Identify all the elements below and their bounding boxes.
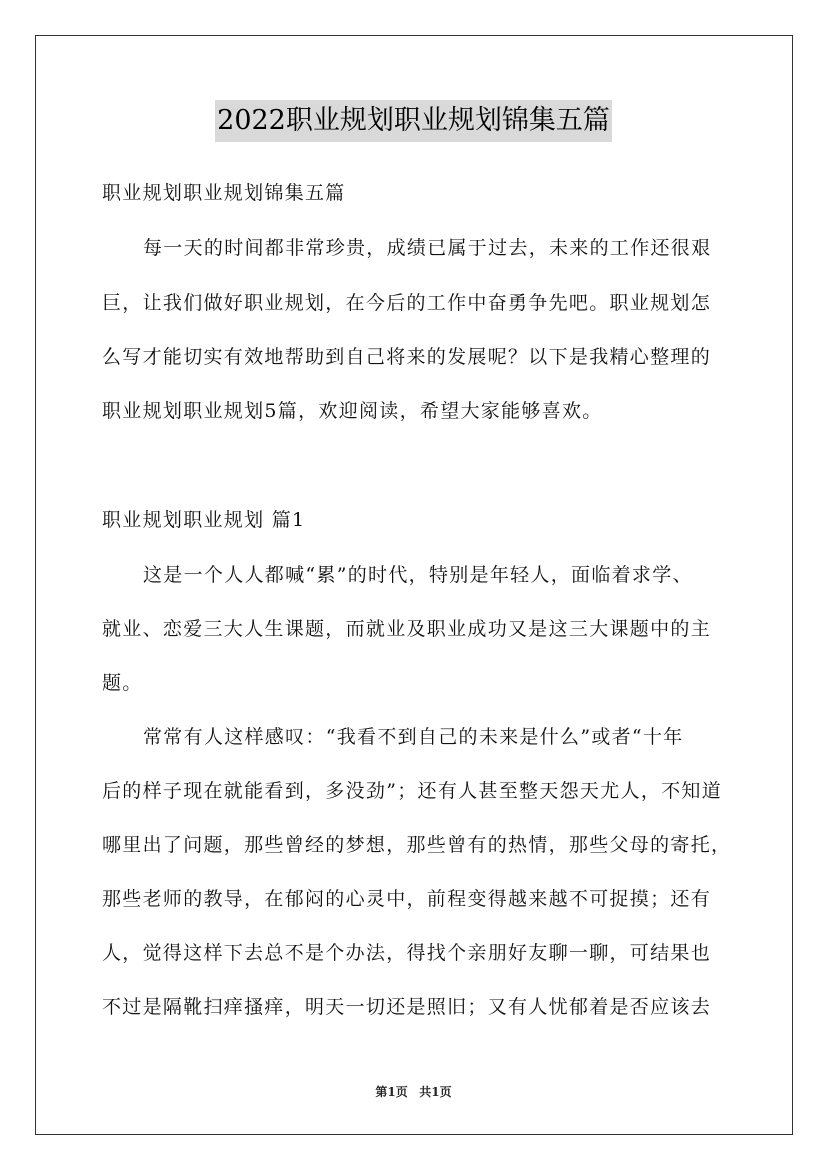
para1-line-2: 就业、恋爱三大人生课题，而就业及职业成功又是这三大课题中的主	[102, 618, 712, 640]
document-subtitle: 职业规划职业规划锦集五篇	[102, 182, 346, 204]
intro-line-4: 职业规划职业规划5篇，欢迎阅读，希望大家能够喜欢。	[102, 400, 603, 422]
footer-total-label: 共1页	[419, 1085, 452, 1099]
document-title: 2022职业规划职业规划锦集五篇	[215, 100, 612, 142]
footer-page-label: 第1页	[375, 1085, 408, 1099]
para2-line-5: 人，觉得这样下去总不是个办法，得找个亲朋好友聊一聊，可结果也	[102, 942, 712, 964]
para2-line-3: 哪里出了问题，那些曾经的梦想，那些曾有的热情，那些父母的寄托，	[102, 834, 732, 856]
intro-line-1: 每一天的时间都非常珍贵，成绩已属于过去，未来的工作还很艰	[143, 237, 712, 259]
section-heading: 职业规划职业规划 篇1	[102, 509, 306, 531]
page-footer	[0, 1084, 827, 1100]
para2-line-1: 常常有人这样感叹：“我看不到自己的未来是什么”或者“十年	[143, 726, 684, 748]
para1-line-3: 题。	[102, 672, 143, 694]
para2-line-4: 那些老师的教导，在郁闷的心灵中，前程变得越来越不可捉摸；还有	[102, 888, 712, 910]
para2-line-2: 后的样子现在就能看到，多没劲”；还有人甚至整天怨天尤人，不知道	[102, 780, 723, 802]
para2-line-6: 不过是隔靴扫痒搔痒，明天一切还是照旧；又有人忧郁着是否应该去	[102, 996, 712, 1018]
para1-line-1: 这是一个人人都喊“累”的时代，特别是年轻人，面临着求学、	[143, 564, 693, 586]
intro-line-3: 么写才能切实有效地帮助到自己将来的发展呢？以下是我精心整理的	[102, 346, 712, 368]
title-container	[0, 100, 827, 142]
intro-line-2: 巨，让我们做好职业规划，在今后的工作中奋勇争先吧。职业规划怎	[102, 292, 712, 314]
